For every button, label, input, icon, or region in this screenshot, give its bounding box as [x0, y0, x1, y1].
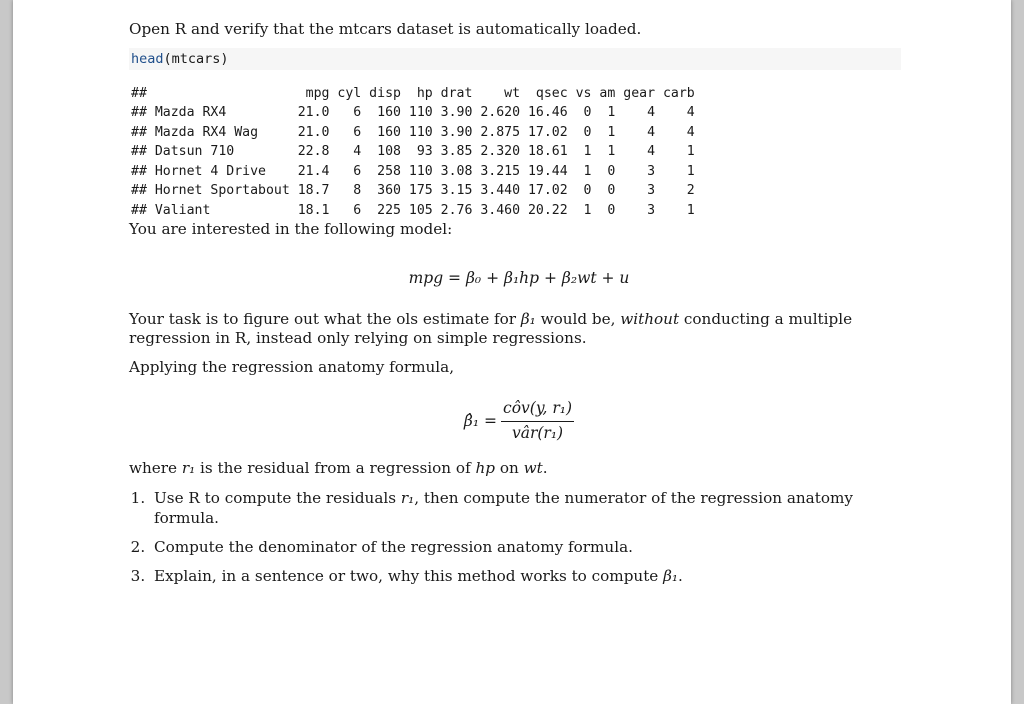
applying-text: Applying the regression anatomy formula,	[129, 357, 455, 376]
formula-fraction	[501, 399, 574, 443]
item-text: , then compute the numerator of the regression anatomy formula.	[154, 489, 853, 527]
item-text: Use R to compute the residuals	[154, 489, 401, 508]
output-line: ## Mazda RX4 21.0 6 160 110 3.90 2.620 16.46 0 1 4 4	[131, 105, 695, 121]
model-intro: You are interested in the following model:	[129, 220, 453, 239]
code-function: head	[131, 50, 164, 67]
intro-text: Open R and verify that the mtcars dataset is automatically loaded.	[129, 20, 642, 38]
list-item	[150, 489, 909, 528]
list-item	[150, 567, 909, 587]
beta1-symbol: β₁	[520, 309, 536, 328]
output-line: ## mpg cyl disp hp drat wt qsec vs am gear carb	[131, 85, 695, 101]
item-text: Explain, in a sentence or two, why this method works to compute	[154, 567, 664, 586]
task-text: conducting a multiple regression in R, instead only relying on simple regressions.	[129, 309, 853, 348]
where-part: is the residual from a regression of	[195, 459, 476, 478]
output-line: ## Hornet Sportabout 18.7 8 360 175 3.15 3.440 17.02 0 0 3 2	[131, 183, 695, 199]
formula-lhs: β̂₁ =	[463, 411, 498, 430]
where-part: .	[542, 459, 548, 478]
task-text: Your task is to figure out what the ols estimate for	[129, 309, 521, 328]
hp-symbol: hp	[475, 459, 496, 478]
console-output	[131, 84, 909, 221]
wt-symbol: wt	[523, 459, 543, 478]
where-part: where	[129, 459, 182, 478]
item-text: Compute the denominator of the regression anatomy formula.	[154, 537, 633, 556]
beta1-symbol: β₁	[663, 567, 678, 586]
r1-symbol: r₁	[181, 459, 196, 478]
where-text	[129, 459, 909, 479]
document-content	[129, 20, 909, 596]
list-item	[150, 538, 909, 558]
output-line: ## Datsun 710 22.8 4 108 93 3.85 2.320 18.61 1 1 4 1	[131, 144, 695, 160]
model-equation: mpg = β₀ + β₁hp + β₂wt + u	[408, 268, 630, 287]
task-list	[129, 489, 909, 587]
output-line: ## Valiant 18.1 6 225 105 2.76 3.460 20.22 1 0 3 1	[131, 202, 695, 218]
item-text: .	[678, 567, 683, 586]
formula-numerator: côv(y, r₁)	[501, 399, 574, 422]
code-block	[129, 48, 901, 70]
anatomy-formula	[129, 397, 909, 445]
where-part: on	[495, 459, 524, 478]
emphasis-without: without	[620, 309, 680, 328]
code-argument: (mtcars)	[163, 50, 229, 67]
output-line: ## Hornet 4 Drive 21.4 6 258 110 3.08 3.215 19.44 1 0 3 1	[131, 163, 695, 179]
document-page	[13, 0, 1011, 704]
task-paragraph	[129, 310, 909, 349]
task-text: would be,	[535, 309, 621, 328]
output-line: ## Mazda RX4 Wag 21.0 6 160 110 3.90 2.875 17.02 0 1 4 4	[131, 124, 695, 140]
r1-symbol: r₁	[400, 489, 415, 508]
formula-denominator: vâr(r₁)	[511, 423, 564, 442]
